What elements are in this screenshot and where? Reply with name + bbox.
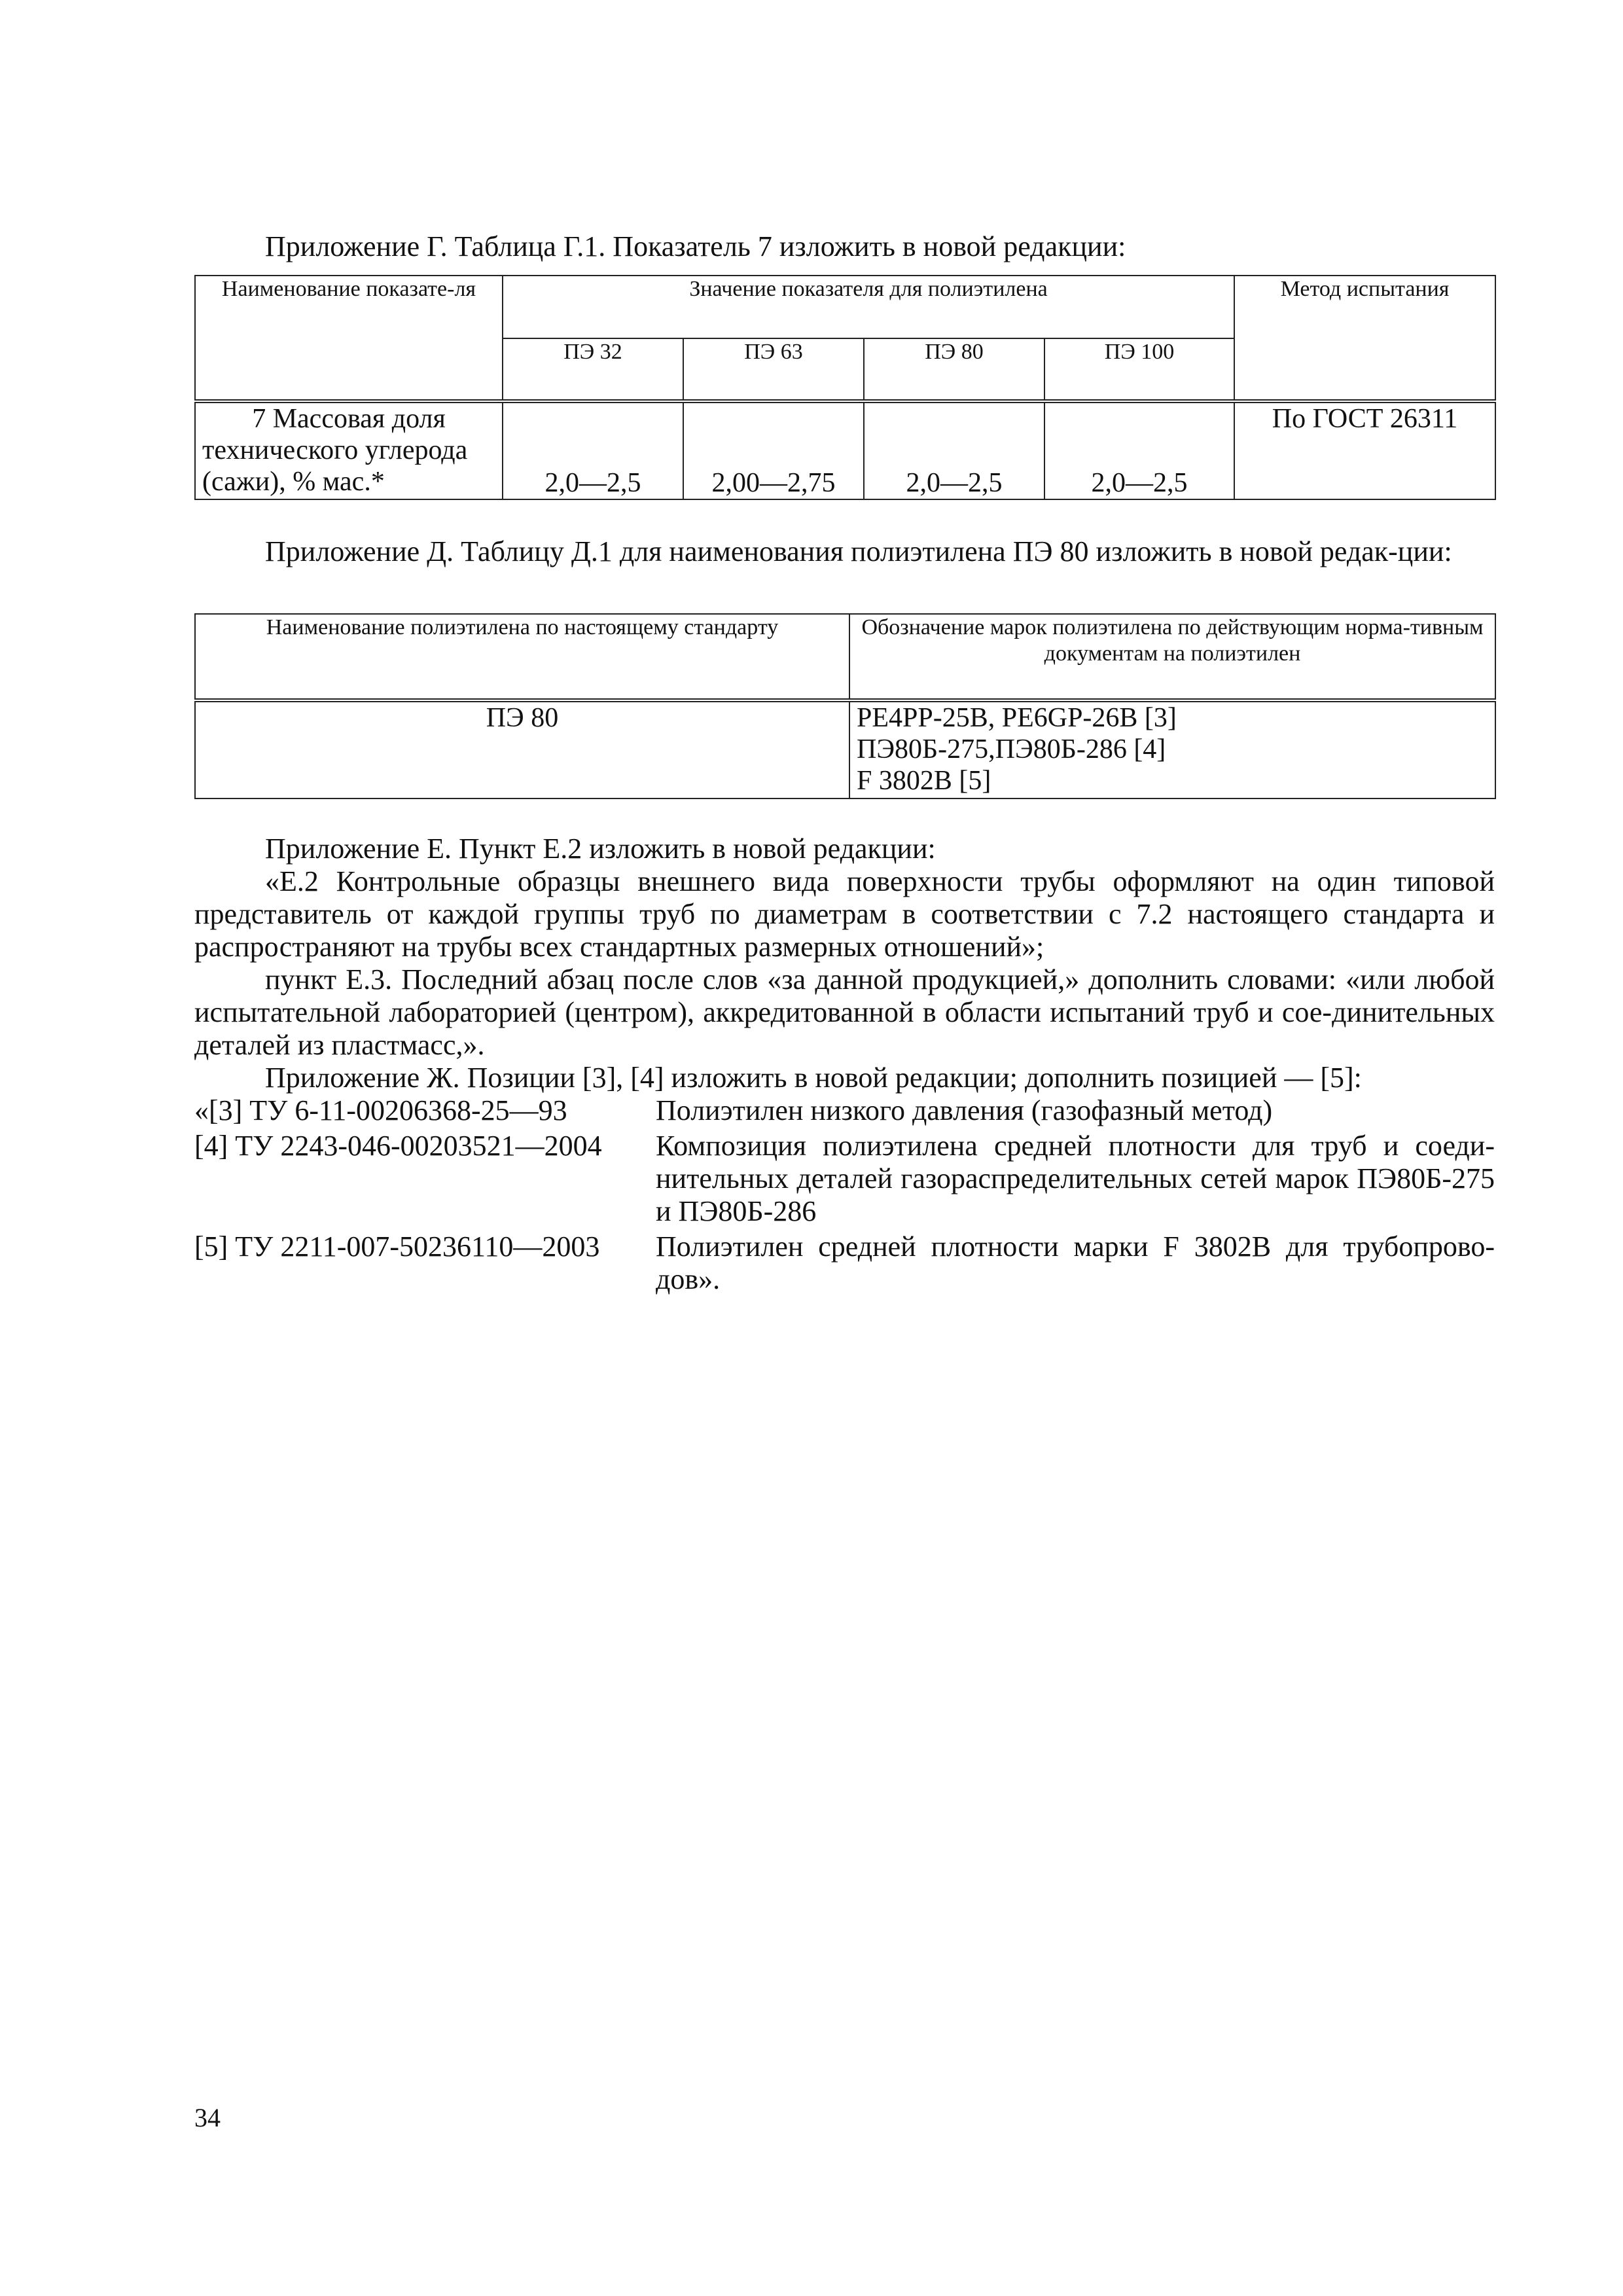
reference-list — [194, 1094, 1495, 1296]
page-number: 34 — [194, 2103, 221, 2132]
reference-text: Полиэтилен низкого давления (газофазный метод) — [656, 1094, 1273, 1126]
row-pe-name: ПЭ 80 — [195, 700, 849, 798]
row-name-line1: 7 Массовая доля — [252, 404, 446, 434]
header-pe-marks: Обозначение марок полиэтилена по действующим норма-тивным документам на полиэтилен — [849, 614, 1495, 700]
reference-text: Полиэтилен средней плотности марки F 3802B для трубопрово-дов». — [656, 1230, 1495, 1295]
row-pe80-value: 2,0—2,5 — [864, 401, 1044, 499]
table-d1 — [194, 613, 1495, 799]
reference-code: «[3] ТУ 6-11-00206368-25—93 — [194, 1094, 567, 1126]
section-e-intro: Приложение Е. Пункт Е.2 изложить в новой редакции: — [265, 833, 936, 865]
header-pe80: ПЭ 80 — [864, 338, 1044, 401]
header-pe-name: Наименование полиэтилена по настоящему стандарту — [195, 614, 849, 700]
header-values-group: Значение показателя для полиэтилена — [503, 276, 1234, 338]
row-pe32-value: 2,0—2,5 — [503, 401, 683, 499]
section-d-intro: Приложение Д. Таблицу Д.1 для наименования полиэтилена ПЭ 80 изложить в новой редак-ции: — [265, 535, 1452, 567]
section-d — [194, 535, 1495, 568]
mark-line-3: F 3802B [5] — [857, 766, 991, 796]
section-zh-intro: Приложение Ж. Позиции [3], [4] изложить в новой редакции; дополнить позицией — [5]: — [265, 1062, 1362, 1094]
reference-code: [4] ТУ 2243-046-00203521—2004 — [194, 1130, 602, 1162]
reference-text: Композиция полиэтилена средней плотности для труб и соеди-нительных деталей газораспределительных сетей марок ПЭ80Б-275 и ПЭ80Б-286 — [656, 1130, 1495, 1227]
section-e — [194, 833, 1495, 1062]
row-method-value: По ГОСТ 26311 — [1234, 401, 1495, 499]
reference-item — [194, 1094, 1495, 1127]
header-pe32: ПЭ 32 — [503, 338, 683, 401]
header-name — [195, 276, 503, 401]
header-method — [1234, 276, 1495, 401]
section-e-para1: «Е.2 Контрольные образцы внешнего вида поверхности трубы оформляют на один типовой представитель от каждой группы труб по диаметрам в соответствии с 7.2 настоящего стандарта и распространяют на трубы всех стандартных размерных отношений»; — [194, 865, 1495, 963]
header-pe63: ПЭ 63 — [683, 338, 864, 401]
mark-line-2: ПЭ80Б-275,ПЭ80Б-286 [4] — [857, 734, 1166, 764]
row-pe63-value: 2,00—2,75 — [683, 401, 864, 499]
row-pe100-value: 2,0—2,5 — [1044, 401, 1234, 499]
table-g1 — [194, 275, 1495, 500]
header-pe100: ПЭ 100 — [1044, 338, 1234, 401]
row-name-line2: технического углерода — [202, 435, 468, 465]
header-method-text: Метод испытания — [1280, 277, 1450, 301]
section-zh — [194, 1062, 1495, 1296]
row-name-cell — [195, 401, 503, 499]
header-name-text: Наименование показате-ля — [221, 277, 476, 301]
mark-line-1: PE4PP-25B, PE6GP-26B [3] — [857, 703, 1177, 733]
reference-item — [194, 1230, 1495, 1296]
row-pe-marks — [849, 700, 1495, 798]
reference-item — [194, 1130, 1495, 1228]
section-g — [194, 230, 1495, 263]
section-g-intro: Приложение Г. Таблица Г.1. Показатель 7 изложить в новой редакции: — [265, 230, 1126, 262]
reference-code: [5] ТУ 2211-007-50236110—2003 — [194, 1230, 600, 1263]
section-e-para2: пункт Е.3. Последний абзац после слов «за данной продукцией,» дополнить словами: «или любой испытательной лабораторией (центром), аккредитованной в области испытаний труб и сое-динительных деталей из пластмасс,». — [194, 963, 1495, 1061]
row-name-line3: (сажи), % мас.* — [202, 467, 385, 497]
